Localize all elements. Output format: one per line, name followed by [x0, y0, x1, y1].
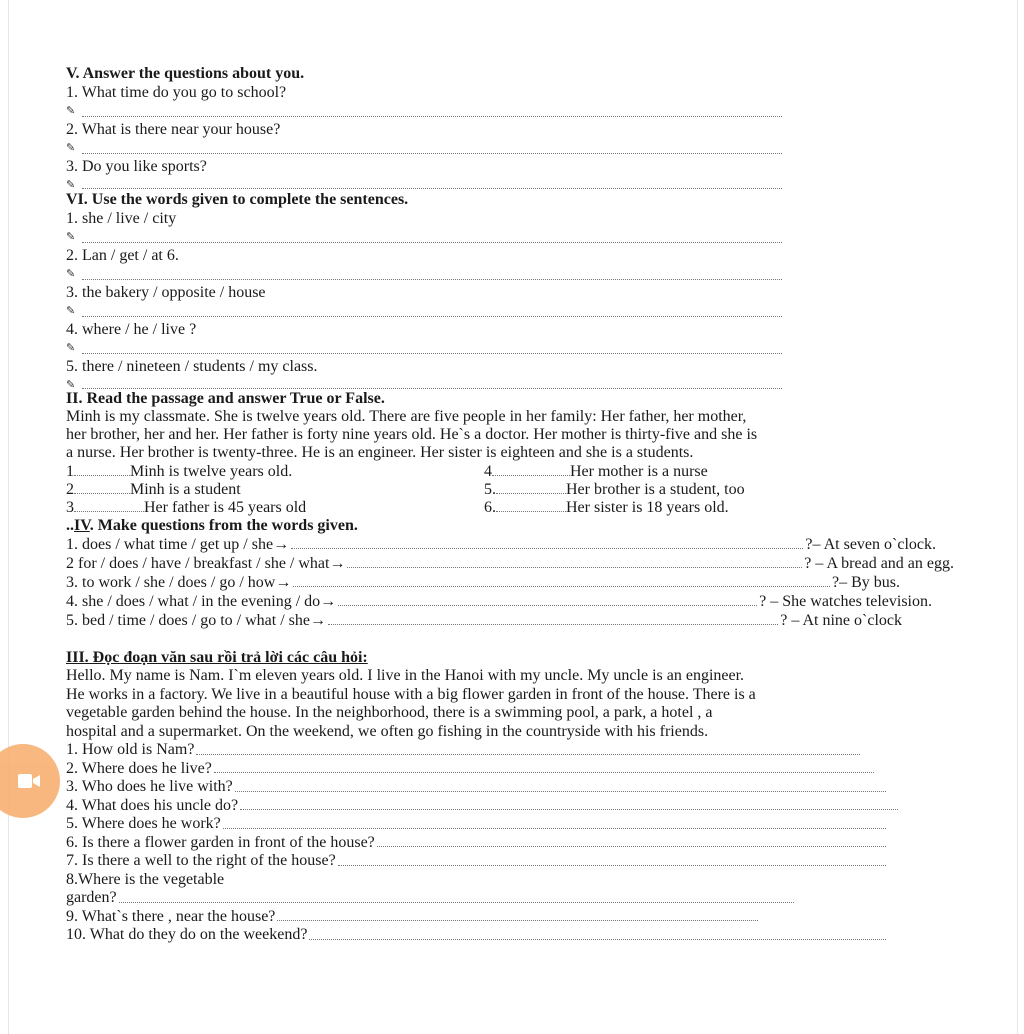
question-text: 1. What time do you go to school? [66, 84, 287, 101]
pencil-icon: ✎ [66, 105, 76, 117]
statement-text: Her father is 45 years old [144, 499, 307, 516]
question-row [66, 592, 932, 611]
given-answer: ? – She watches television. [759, 593, 932, 610]
answer-line[interactable] [66, 265, 956, 283]
question-row [66, 535, 936, 554]
question-text: 2. What is there near your house? [66, 121, 281, 138]
true-false-row [66, 480, 956, 498]
pencil-icon: ✎ [66, 379, 76, 391]
answer-line[interactable] [66, 102, 956, 120]
pencil-icon: ✎ [66, 305, 76, 317]
answer-blank[interactable] [223, 815, 886, 829]
item-number: 2 [66, 481, 74, 498]
question-text: 10. What do they do on the weekend? [66, 926, 308, 943]
question-text: garden? [66, 889, 117, 906]
answer-blank[interactable] [328, 611, 778, 625]
answer-line[interactable] [66, 228, 956, 246]
question-text: 8.Where is the vegetable [66, 870, 225, 888]
statement-text: Minh is twelve years old. [130, 463, 293, 480]
question-row [66, 778, 888, 797]
answer-line[interactable] [66, 339, 956, 357]
question-row [66, 741, 862, 760]
passage-line: Minh is my classmate. She is twelve years old. There are five people in her family: Her father, her mother, [66, 408, 747, 425]
question-text: 7. Is there a well to the right of the house? [66, 852, 336, 869]
word-prompt: 4. she / does / what / in the evening / do→ [66, 593, 337, 610]
true-false-row [66, 498, 956, 516]
given-answer: ?– By bus. [832, 574, 900, 591]
passage-line: vegetable garden behind the house. In the neighborhood, there is a swimming pool, a park, a hotel , a [66, 704, 713, 721]
question-text: 5. Where does he work? [66, 815, 221, 832]
question-row [66, 889, 796, 908]
question-row [66, 834, 888, 853]
pencil-icon: ✎ [66, 268, 76, 280]
passage-line: hospital and a supermarket. On the weekend, we often go fishing in the countryside with his friends. [66, 722, 709, 740]
reading-passage [66, 667, 956, 741]
reading-passage [66, 408, 956, 462]
word-prompt: 2 for / does / have / breakfast / she / what→ [66, 555, 346, 572]
answer-blank[interactable] [119, 889, 794, 903]
worksheet [66, 64, 956, 945]
answer-blank[interactable] [235, 778, 886, 792]
pencil-icon: ✎ [66, 179, 76, 191]
section-3-title: III. Đọc đoạn văn sau rồi trả lời các câu hỏi: [66, 649, 368, 666]
question-row [66, 815, 888, 834]
item-number: 5. [484, 481, 496, 498]
title-number: IV [74, 517, 90, 534]
prompt-text: 3. the bakery / opposite / house [66, 284, 266, 301]
prompt-text: 2. Lan / get / at 6. [66, 247, 179, 264]
question-row [66, 908, 760, 927]
title-prefix: .. [66, 517, 74, 534]
question-text: 2. Where does he live? [66, 759, 212, 777]
word-prompt: 5. bed / time / does / go to / what / she→ [66, 612, 326, 629]
answer-blank[interactable] [496, 498, 566, 512]
question-text: 6. Is there a flower garden in front of the house? [66, 833, 375, 851]
item-number: 4 [484, 463, 492, 480]
answer-blank[interactable] [74, 498, 144, 512]
question-row [66, 760, 876, 779]
answer-blank[interactable] [347, 554, 802, 568]
question-text: 9. What`s there , near the house? [66, 907, 276, 925]
statement-text: Her brother is a student, too [566, 481, 745, 498]
true-false-row [66, 462, 956, 480]
question-text: 3. Who does he live with? [66, 778, 233, 795]
question-row [66, 926, 888, 945]
passage-line: her brother, her and her. Her father is forty nine years old. He`s a doctor. Her mother is thirty-five and she is [66, 426, 758, 443]
word-prompt: 1. does / what time / get up / she→ [66, 536, 290, 553]
pencil-icon: ✎ [66, 142, 76, 154]
answer-blank[interactable] [309, 926, 886, 940]
statement-text: Minh is a student [130, 481, 241, 498]
answer-blank[interactable] [496, 480, 566, 494]
answer-line[interactable] [66, 139, 956, 157]
answer-blank[interactable] [74, 462, 130, 476]
answer-blank[interactable] [214, 760, 874, 774]
passage-line: a nurse. Her brother is twenty-three. He is an engineer. Her sister is eighteen and she is a students. [66, 444, 694, 461]
answer-line[interactable] [66, 376, 956, 390]
statement-text: Her sister is 18 years old. [566, 499, 729, 516]
question-row [66, 852, 888, 871]
question-row [66, 797, 900, 816]
question-row [66, 554, 954, 573]
answer-line[interactable] [66, 176, 956, 190]
answer-blank[interactable] [196, 741, 860, 755]
answer-blank[interactable] [291, 535, 803, 549]
prompt-text: 5. there / nineteen / students / my class. [66, 358, 318, 375]
section-6-title: VI. Use the words given to complete the sentences. [66, 191, 409, 208]
pencil-icon: ✎ [66, 342, 76, 354]
title-text: . Make questions from the words given. [89, 517, 358, 534]
word-prompt: 3. to work / she / does / go / how→ [66, 574, 292, 591]
question-text: 1. How old is Nam? [66, 741, 195, 758]
question-row [66, 611, 902, 630]
answer-line[interactable] [66, 302, 956, 320]
prompt-text: 4. where / he / live ? [66, 321, 197, 338]
given-answer: ? – A bread and an egg. [804, 555, 954, 572]
answer-blank[interactable] [377, 834, 886, 848]
question-row [66, 573, 900, 592]
section-4-title [66, 516, 956, 535]
answer-blank[interactable] [240, 797, 898, 811]
answer-blank[interactable] [293, 573, 830, 587]
pencil-icon: ✎ [66, 231, 76, 243]
video-camera-icon [17, 769, 41, 793]
section-2-title: II. Read the passage and answer True or False. [66, 390, 385, 407]
answer-blank[interactable] [277, 908, 758, 922]
given-answer: ?– At seven o`clock. [805, 536, 936, 553]
item-number: 6. [484, 499, 496, 516]
section-5-title: V. Answer the questions about you. [66, 65, 305, 82]
answer-blank[interactable] [74, 480, 130, 494]
item-number: 1 [66, 463, 74, 480]
question-text: 3. Do you like sports? [66, 158, 207, 175]
answer-blank[interactable] [492, 462, 570, 476]
given-answer: ? – At nine o`clock [780, 612, 902, 629]
prompt-text: 1. she / live / city [66, 210, 177, 227]
question-text: 4. What does his uncle do? [66, 796, 239, 814]
item-number: 3 [66, 499, 74, 516]
answer-blank[interactable] [338, 592, 757, 606]
passage-line: Hello. My name is Nam. I`m eleven years old. I live in the Hanoi with my uncle. My uncle is an engineer. [66, 667, 745, 684]
statement-text: Her mother is a nurse [570, 463, 708, 480]
answer-blank[interactable] [338, 852, 886, 866]
passage-line: He works in a factory. We live in a beautiful house with a big flower garden in front of the house. There is a [66, 685, 756, 703]
